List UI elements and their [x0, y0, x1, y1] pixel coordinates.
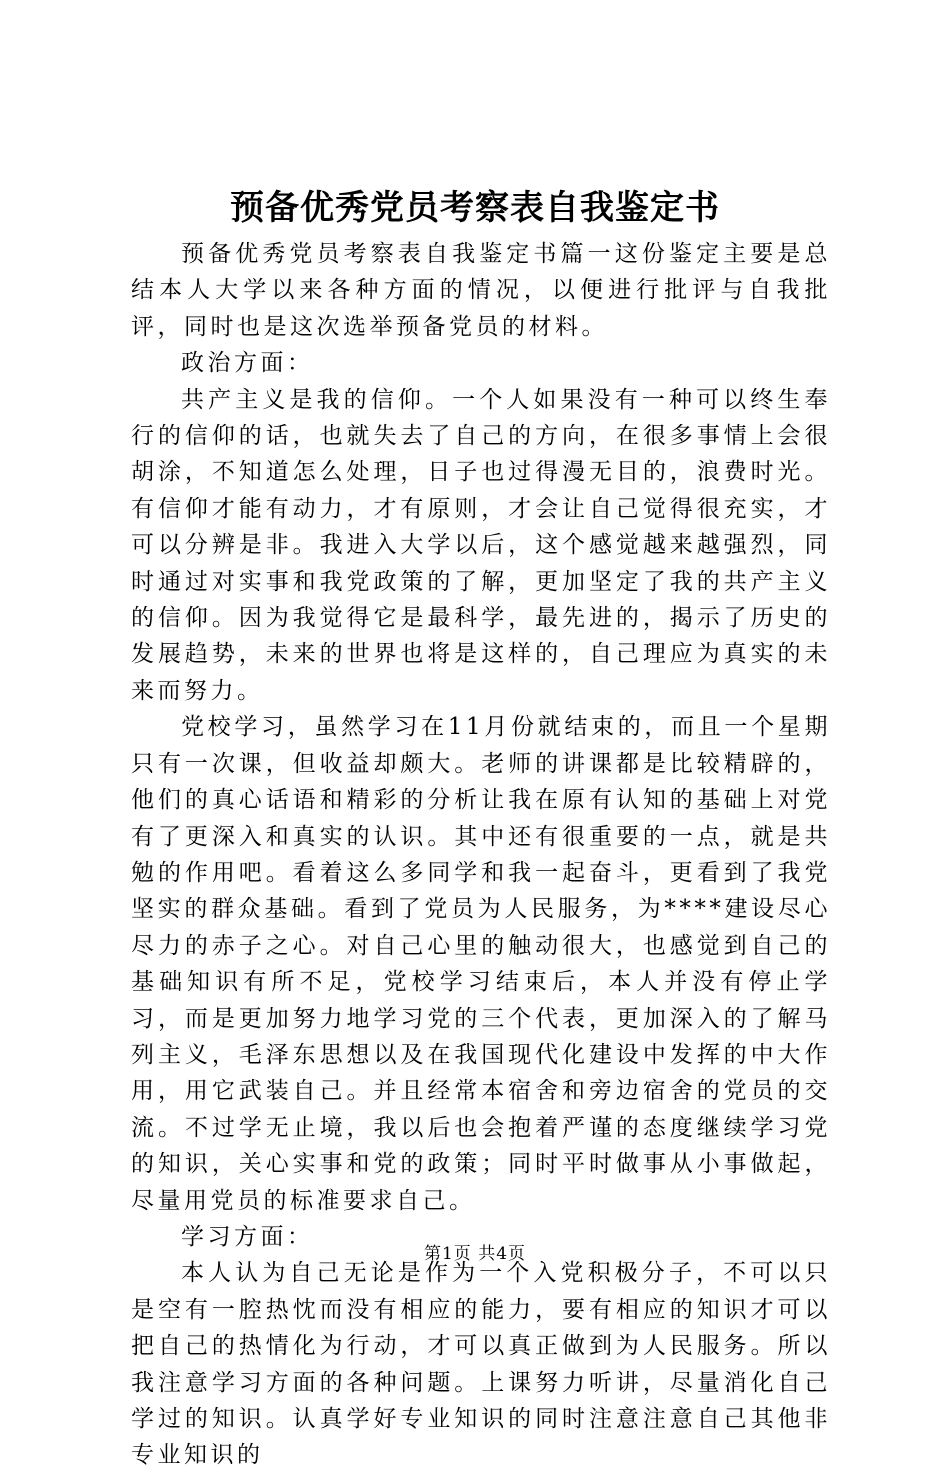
- paragraph-intro: 预备优秀党员考察表自我鉴定书篇一这份鉴定主要是总结本人大学以来各种方面的情况，以便进行批评与自我批评，同时也是这次选举预备党员的材料。: [131, 241, 831, 340]
- paragraph-politics: 共产主义是我的信仰。一个人如果没有一种可以终生奉行的信仰的话，也就失去了自己的方向，在很多事情上会很胡涂，不知道怎么处理，日子也过得漫无目的，浪费时光。有信仰才能有动力，才有原则，才会让自己觉得很充实，才可以分辨是非。我进入大学以后，这个感觉越来越强烈，同时通过对实事和我党政策的了解，更加坚定了我的共产主义的信仰。因为我觉得它是最科学，最先进的，揭示了历史的发展趋势，未来的世界也将是这样的，自己理应为真实的未来而努力。: [131, 386, 831, 704]
- paragraph-study: 本人认为自己无论是作为一个入党积极分子，不可以只是空有一腔热忱而没有相应的能力，要有相应的知识才可以把自己的热情化为行动，才可以真正做到为人民服务。所以我注意学习方面的各种问题。上课努力听讲，尽量消化自己学过的知识。认真学好专业知识的同时注意注意自己其他非专业知识的: [131, 1260, 831, 1469]
- page-number-footer: 第1页 共4页: [423, 1244, 527, 1264]
- section-heading-politics: 政治方面：: [181, 350, 314, 377]
- document-title: 预备优秀党员考察表自我鉴定书: [230, 188, 720, 228]
- paragraph-party-school: 党校学习，虽然学习在11月份就结束的，而且一个星期只有一次课，但收益却颇大。老师的讲课都是比较精辟的，他们的真心话语和精彩的分析让我在原有认知的基础上对党有了更深入和真实的认识。其中还有很重要的一点，就是共勉的作用吧。看着这么多同学和我一起奋斗，更看到了我党坚实的群众基础。看到了党员为人民服务，为****建设尽心尽力的赤子之心。对自己心里的触动很大，也感觉到自己的基础知识有所不足，党校学习结束后，本人并没有停止学习，而是更加努力地学习党的三个代表，更加深入的了解马列主义，毛泽东思想以及在我国现代化建设中发挥的中大作用，用它武装自己。并且经常本宿舍和旁边宿舍的党员的交流。不过学无止境，我以后也会抱着严谨的态度继续学习党的知识，关心实事和党的政策；同时平时做事从小事做起，尽量用党员的标准要求自己。: [131, 714, 831, 1214]
- document-body: [131, 236, 831, 1474]
- section-heading-study: 学习方面：: [181, 1223, 314, 1250]
